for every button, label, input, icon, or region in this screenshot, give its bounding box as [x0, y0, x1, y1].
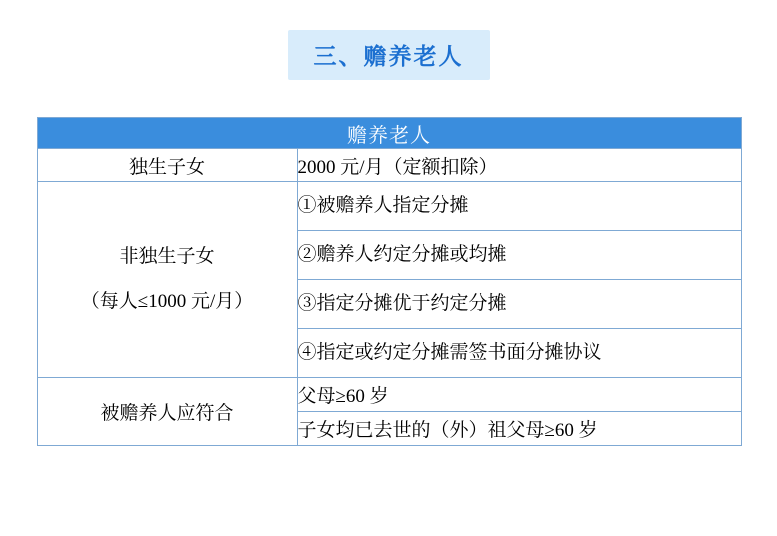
table-container — [37, 117, 741, 446]
table-row — [37, 182, 741, 231]
support-elderly-table — [37, 117, 742, 446]
row-label-non-only-child — [37, 182, 297, 378]
label-spacer — [38, 276, 297, 284]
row-label-only-child: 独生子女 — [37, 149, 297, 182]
rule-item-4: ④指定或约定分摊需签书面分摊协议 — [297, 329, 741, 378]
rule-item-1: ①被赡养人指定分摊 — [297, 182, 741, 231]
rule-item-3: ③指定分摊优于约定分摊 — [297, 280, 741, 329]
page-title: 三、赡养老人 — [288, 30, 490, 80]
table-header-row — [37, 118, 741, 149]
rule-item-2: ②赡养人约定分摊或均摊 — [297, 231, 741, 280]
supported-condition-1: 父母≥60 岁 — [297, 378, 741, 412]
table-row — [37, 378, 741, 412]
document-page — [0, 30, 777, 536]
row-label-non-only-child-line1: 非独生子女 — [119, 246, 215, 268]
row-value-only-child: 2000 元/月（定额扣除） — [297, 149, 741, 182]
page-title-container — [0, 30, 777, 80]
table-header-cell: 赡养老人 — [37, 118, 741, 149]
row-label-non-only-child-line2: （每人≤1000 元/月） — [80, 290, 254, 312]
table-row — [37, 149, 741, 182]
row-label-supported-person: 被赡养人应符合 — [37, 378, 297, 446]
supported-condition-2: 子女均已去世的（外）祖父母≥60 岁 — [297, 412, 741, 446]
